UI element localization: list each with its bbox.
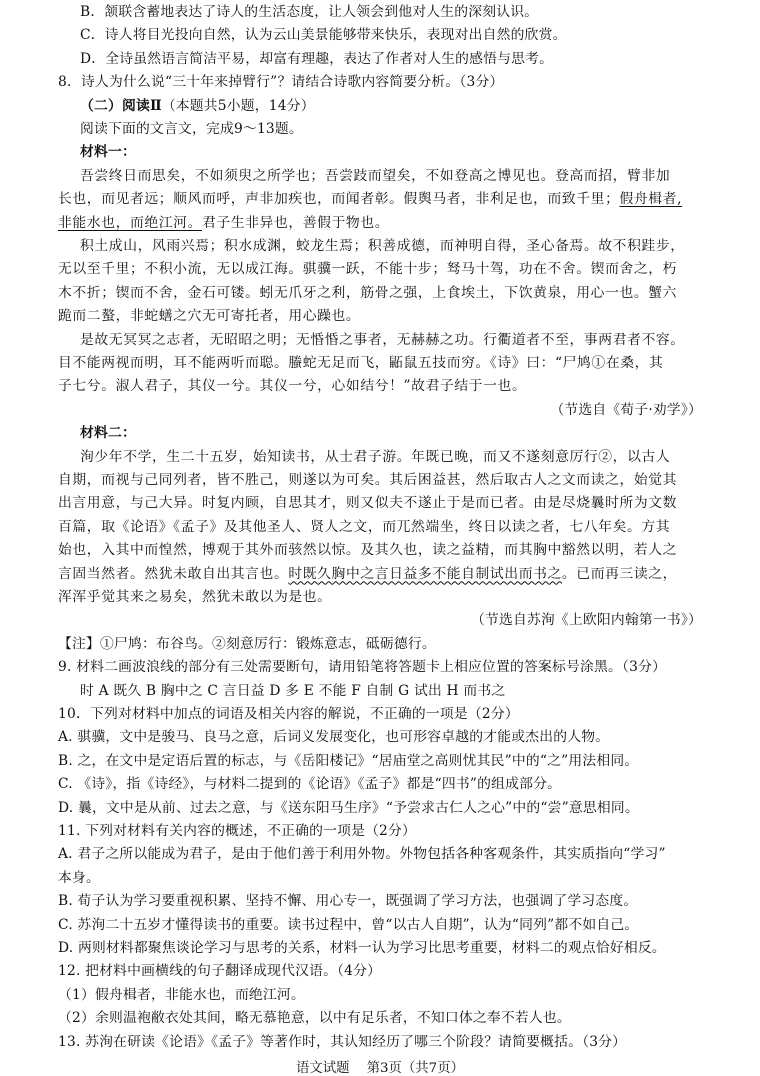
question-9-options: 时 A 既久 B 胸中之 C 言日益 D 多 E 不能 F 自制 G 试出 H 而书之 — [80, 682, 506, 699]
question-10-option-d: D. 曩，文中是从前、过去之意，与《送东阳马生序》“予尝求古仁人之心”中的“尝”意思相同。 — [58, 799, 639, 816]
section-2-instruction: 阅读下面的文言文，完成9～13题。 — [80, 121, 303, 137]
wavy-underlined-sentence: 时既久胸中之言日益多不能自制试出而书之 — [288, 565, 562, 582]
annotation-note: 【注】①尸鸠：布谷鸟。②刻意厉行：锻炼意志，砥砺德行。 — [58, 635, 436, 652]
question-11-option-c: C. 苏洵二十五岁才懂得读书的重要。读书过程中，曾“以古人自期”，认为“同列”都不如自己。 — [58, 916, 639, 933]
question-11-option-a-line2: 本身。 — [58, 869, 100, 886]
footer-subject: 语文试题 — [296, 1061, 350, 1076]
question-8: 8．诗人为什么说“三十年来掉臂行”？请结合诗歌内容简要分析。（3分） — [58, 74, 504, 91]
question-11-stem: 11. 下列对材料有关内容的概述，不正确的一项是（2分） — [58, 823, 417, 839]
material-1-p1-line3 — [58, 213, 389, 233]
question-12-stem: 12. 把材料中画横线的句子翻译成现代汉语。（4分） — [58, 963, 382, 980]
material-2-source: （节选自苏洵《上欧阳内翰第一书》） — [470, 612, 702, 629]
underlined-sentence-1-end: 非能水也，而绝江河。 — [58, 214, 202, 231]
material-1-heading: 材料一： — [80, 144, 136, 161]
option-b-line: B．颔联含蓄地表达了诗人的生活态度，让人领会到他对人生的深刻认识。 — [80, 4, 539, 20]
question-12-sentence-2: （2）余则温袍敝衣处其间，略无慕艳意，以中有足乐者，不知口体之奉不若人也。 — [58, 1010, 571, 1027]
material-1-p1-line2-text: 长也，而见者远；顺风而呼，声非加疾也，而闻者彰。假舆马者，非利足也，而致千里； — [58, 191, 620, 208]
question-10-option-a: A. 骐骥，文中是骏马、良马之意，后词义发展变化，也可形容卓越的才能或杰出的人物。 — [58, 729, 610, 746]
material-2-line4: 百篇，取《论语》《孟子》及其他圣人、贤人之文，而兀然端坐，终日以读之者，七八年矣。方其 — [58, 518, 671, 535]
material-2-line7: 浑浑乎觉其来之易矣，然犹未敢以为是也。 — [58, 589, 332, 605]
material-2-line2: 自期，而视与己同列者，皆不胜己，则遂以为可矣。其后困益甚，然后取古人之文而读之，始觉其 — [58, 472, 678, 488]
material-1-p1-line3-text: 君子生非异也，善假于物也。 — [201, 214, 390, 231]
option-d-line: D．全诗虽然语言简洁平易，却富有理趣，表达了作者对人生的感悟与思考。 — [80, 50, 554, 67]
section-2-title: （二）阅读Ⅱ — [80, 97, 162, 114]
question-10-option-c: C. 《诗》，指《诗经》，与材料二提到的《论语》《孟子》都是“四书”的组成部分。 — [58, 776, 562, 793]
underlined-sentence-1-start: 假舟楫者, — [619, 191, 683, 208]
material-1-p2-line4: 跪而二螯，非蛇蟮之穴无可寄托者，用心躁也。 — [58, 308, 361, 325]
material-2-line6-text-a: 言固当然者。然犹未敢自出其言也。 — [58, 565, 289, 582]
page-footer — [0, 1057, 760, 1076]
material-2-heading: 材料二： — [80, 425, 136, 442]
material-1-p1-line2 — [58, 189, 682, 209]
material-2-line3: 出言用意，与己大异。时复内顾，自思其才，则又似夫不遂止于是而已者。由是尽烧曩时所为文数 — [58, 495, 678, 512]
material-2-line5: 始也，入其中而惶然，博观于其外而骇然以惊。及其久也，读之益精，而其胸中豁然以明，若人之 — [58, 542, 678, 559]
question-11-option-a-line1: A. 君子之所以能成为君子，是由于他们善于利用外物。外物包括各种客观条件，其实质指向“学习” — [58, 846, 666, 863]
question-10-option-b: B. 之，在文中是定语后置的标志，与《岳阳楼记》“居庙堂之高则忧其民”中的“之”用法相同。 — [58, 752, 639, 769]
material-1-p3-line3: 子七兮。淑人君子，其仪一兮。其仪一兮，心如结兮！”故君子结于一也。 — [58, 378, 527, 395]
question-11-option-d: D. 两则材料都聚焦谈论学习与思考的关系，材料一认为学习比思考重要，材料二的观点恰好相反。 — [58, 940, 666, 956]
material-1-p2-line2: 无以至千里；不积小流，无以成江海。骐骥一跃，不能十步；驽马十驾，功在不舍。锲而舍之，朽 — [58, 261, 678, 278]
material-2-line6 — [58, 564, 677, 584]
question-11-option-b: B. 荀子认为学习要重视积累、坚持不懈、用心专一，既强调了学习方法，也强调了学习态度。 — [58, 893, 638, 910]
material-1-p2-line3: 木不折；锲而不舍，金石可镂。蚓无爪牙之利，筋骨之强，上食埃土，下饮黄泉，用心一也。蟹六 — [58, 284, 678, 301]
material-1-source: （节选自《荀子·劝学》） — [550, 401, 702, 418]
question-13: 13. 苏洵在研读《论语》《孟子》等著作时，其认知经历了哪三个阶段？请简要概括。（3分） — [58, 1033, 627, 1050]
section-2-header — [80, 96, 315, 116]
question-9-stem: 9. 材料二画波浪线的部分有三处需要断句，请用铅笔将答题卡上相应位置的答案标号涂黑。（3分） — [58, 659, 667, 676]
material-2-line6-text-b: 。已而再三读之， — [561, 565, 678, 582]
material-1-p1-line1: 吾尝终日而思矣，不如须臾之所学也；吾尝跂而望矣，不如登高之博见也。登高而招，臂非加 — [80, 167, 671, 184]
material-2-line1: 洵少年不学，生二十五岁，始知读书，从士君子游。年既已晚，而又不遂刻意厉行②，以古人 — [80, 448, 671, 465]
question-12-sentence-1: （1）假舟楫者，非能水也，而绝江河。 — [58, 986, 305, 1003]
footer-page-number: 第3页（共7页） — [366, 1061, 464, 1076]
option-c-line: C．诗人将目光投向自然，认为云山美景能够带来快乐，表现对出自然的欣赏。 — [80, 27, 567, 44]
material-1-p2-line1: 积土成山，风雨兴焉；积水成渊，蛟龙生焉；积善成德，而神明自得，圣心备焉。故不积跬步， — [80, 238, 685, 254]
section-2-meta: （本题共5小题，14分） — [161, 97, 315, 114]
material-1-p3-line1: 是故无冥冥之志者，无昭昭之明；无惛惛之事者，无赫赫之功。行衢道者不至，事两君者不容。 — [80, 331, 685, 348]
question-10-stem: 10．下列对材料中加点的词语及相关内容的解说，不正确的一项是（2分） — [58, 706, 519, 722]
material-1-p3-line2: 目不能两视而明，耳不能两听而聪。螣蛇无足而飞，鼫鼠五技而穷。《诗》曰：“尸鸠①在桑，其 — [58, 355, 664, 371]
